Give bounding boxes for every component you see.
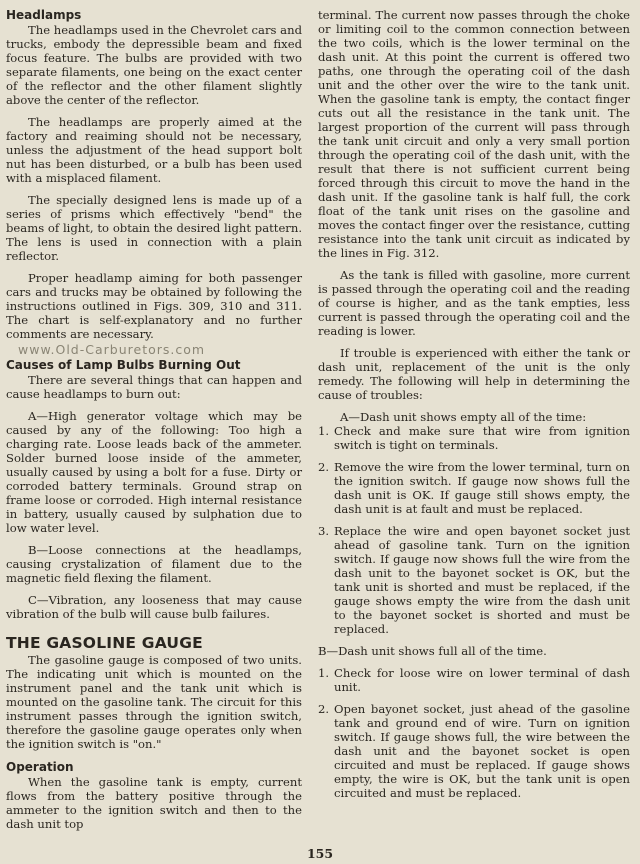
list-item bbox=[318, 666, 630, 694]
list-number: 1. bbox=[318, 666, 330, 680]
causes-item-a: A—High generator voltage which may be caused by any of the following: Too high a charging rate. Loose leads back of the ammeter. Solder burned loose inside of the ammeter, usually caused by using a bolt for a fuse. Dirty or corroded battery terminals. Ground strap on frame loose or corroded. High internal resistance in battery, usually caused by sulphation due to low water level. bbox=[6, 409, 302, 535]
list-item bbox=[318, 460, 630, 516]
operation-continued: terminal. The current now passes through the choke or limiting coil to the common connection between the two coils, which is the lower terminal on the dash unit. At this point the current is offered two paths, one through the operating coil of the dash unit and the other over the wire to the tank unit. When the gasoline tank is empty, the contact finger cuts out all the resistance in the tank unit. The largest proportion of the current will pass through the tank unit circuit and only a very small portion through the operating coil of the dash unit, with the result that there is not sufficient current being forced through this circuit to move the hand in the dash unit. If the gasoline tank is half full, the cork float of the tank unit rises on the gasoline and moves the contact finger over the resistance, cutting resistance into the tank unit circuit as indicated by the lines in Fig. 312. bbox=[318, 8, 630, 260]
headlamps-paragraph-1: The headlamps used in the Chevrolet cars and trucks, embody the depressible beam and fixed focus feature. The bulbs are provided with two separate filaments, one being on the exact center of the reflector and the other filament slightly above the center of the reflector. bbox=[6, 23, 302, 107]
list-item bbox=[318, 702, 630, 800]
list-item bbox=[318, 524, 630, 636]
list-text: Replace the wire and open bayonet socket just ahead of gasoline tank. Turn on the ignition switch. If gauge now shows full the wire from the dash unit to the bayonet socket is OK, but the tank unit is shorted and must be replaced, if the gauge shows empty the wire from the dash unit to the bayonet socket is shorted and must be replaced. bbox=[334, 524, 630, 636]
headlamps-heading: Headlamps bbox=[6, 8, 82, 22]
list-number: 1. bbox=[318, 424, 330, 438]
trouble-b-list bbox=[318, 666, 630, 800]
operation-paragraph: When the gasoline tank is empty, current flows from the battery positive through the ammeter to the ignition switch and then to the dash unit top bbox=[6, 775, 302, 831]
list-text: Remove the wire from the lower terminal, turn on the ignition switch. If gauge now shows full the dash unit is OK. If gauge still shows empty, the dash unit is at fault and must be replaced. bbox=[334, 460, 630, 516]
headlamps-paragraph-3: The specially designed lens is made up of a series of prisms which effectively "bend" the beams of light, to obtain the desired light pattern. The lens is used in connection with a plain reflector. bbox=[6, 193, 302, 263]
trouble-b-heading: B—Dash unit shows full all of the time. bbox=[318, 644, 547, 658]
list-text: Check and make sure that wire from ignition switch is tight on terminals. bbox=[334, 424, 630, 452]
list-text: Open bayonet socket, just ahead of the gasoline tank and ground end of wire. Turn on ignition switch. If gauge shows full, the wire between the dash unit and the bayonet socket is open circuited and must be replaced. If gauge shows empty, the wire is OK, but the tank unit is open circuited and must be replaced. bbox=[334, 702, 630, 800]
causes-item-c: C—Vibration, any looseness that may cause vibration of the bulb will cause bulb failures. bbox=[6, 593, 302, 621]
operation-paragraph-2: As the tank is filled with gasoline, more current is passed through the operating coil and the reading of course is higher, and as the tank empties, less current is passed through the operating coil and the reading is lower. bbox=[318, 268, 630, 338]
watermark: www.Old-Carburetors.com bbox=[18, 342, 206, 357]
operation-heading: Operation bbox=[6, 760, 74, 774]
list-number: 3. bbox=[318, 524, 330, 538]
headlamps-paragraph-2: The headlamps are properly aimed at the factory and reaiming should not be necessary, unless the adjustment of the head support bolt nut has been disturbed, or a bulb has been used with a misplaced filament. bbox=[6, 115, 302, 185]
trouble-a-list bbox=[318, 424, 630, 636]
list-text: Check for loose wire on lower terminal of dash unit. bbox=[334, 666, 630, 694]
left-column bbox=[6, 8, 302, 831]
causes-item-b: B—Loose connections at the headlamps, causing crystalization of filament due to the magnetic field flexing the filament. bbox=[6, 543, 302, 585]
troubles-intro: If trouble is experienced with either the tank or dash unit, replacement of the unit is the only remedy. The following will help in determining the cause of troubles: bbox=[318, 346, 630, 402]
page-number: 155 bbox=[306, 846, 334, 861]
headlamps-paragraph-4: Proper headlamp aiming for both passenger cars and trucks may be obtained by following the instructions outlined in Figs. 309, 310 and 311. The chart is self-explanatory and no further comments are necessary. bbox=[6, 271, 302, 341]
right-column bbox=[318, 8, 630, 800]
causes-heading: Causes of Lamp Bulbs Burning Out bbox=[6, 358, 241, 372]
gauge-paragraph: The gasoline gauge is composed of two units. The indicating unit which is mounted on the instrument panel and the tank unit which is mounted on the gasoline tank. The circuit for this instrument passes through the ignition switch, therefore the gasoline gauge operates only when the ignition switch is "on." bbox=[6, 653, 302, 751]
gasoline-gauge-heading: THE GASOLINE GAUGE bbox=[6, 634, 203, 652]
list-number: 2. bbox=[318, 702, 330, 716]
trouble-a-heading: A—Dash unit shows empty all of the time: bbox=[340, 410, 587, 424]
list-number: 2. bbox=[318, 460, 330, 474]
list-item bbox=[318, 424, 630, 452]
causes-intro: There are several things that can happen and cause headlamps to burn out: bbox=[6, 373, 302, 401]
